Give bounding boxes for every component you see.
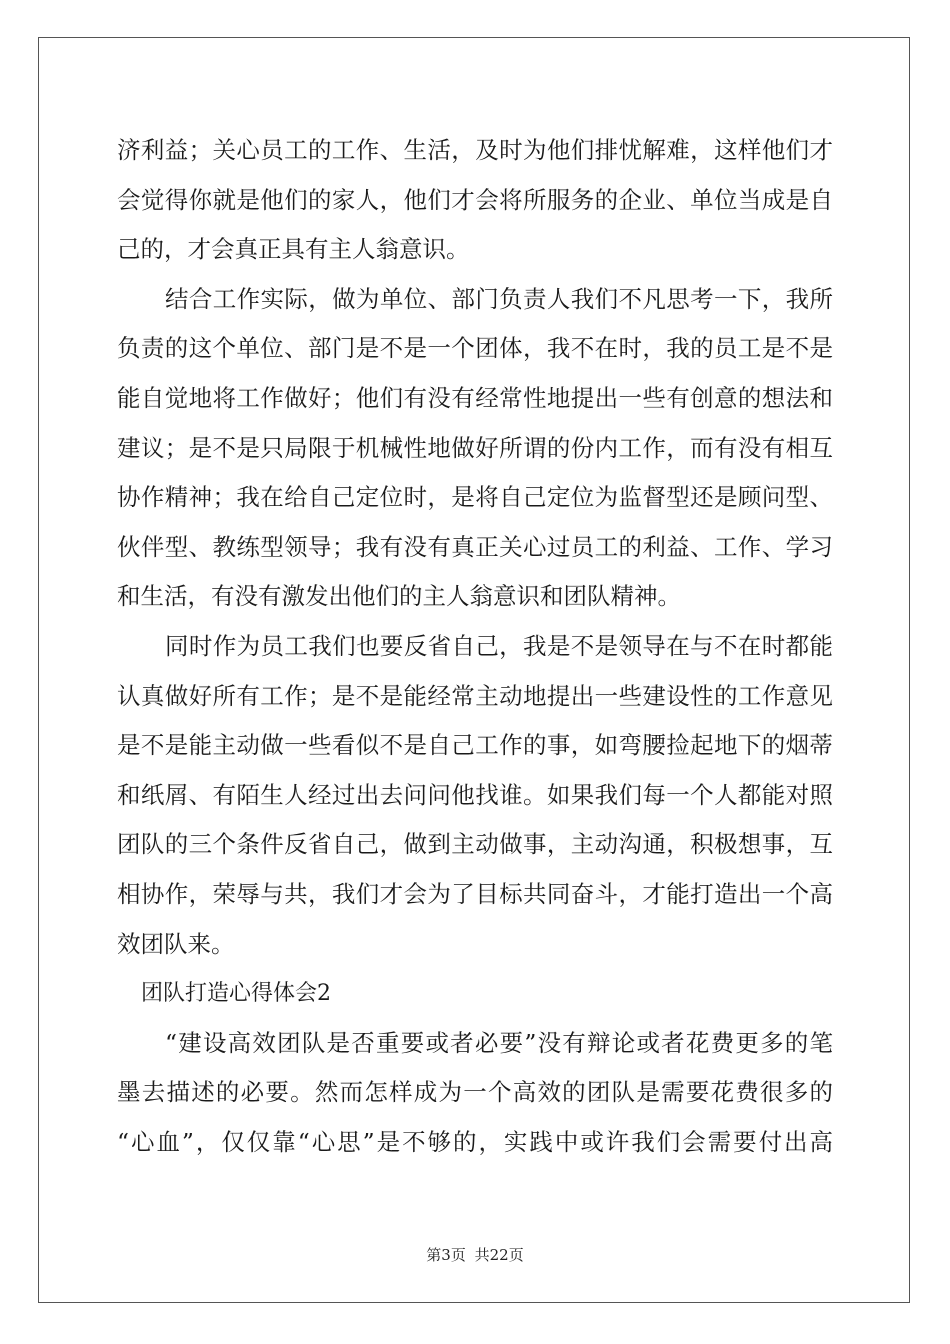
section-heading: 团队打造心得体会2 [141, 981, 331, 1007]
text-line: 和纸屑、有陌生人经过出去问问他找谁。如果我们每一个人都能对照 [117, 780, 833, 809]
text-line: 己的，才会真正具有主人翁意识。 [117, 235, 470, 264]
text-line: “心血”，仅仅靠“心思”是不够的，实践中或许我们会需要付出高 [117, 1127, 833, 1156]
text-line: 负责的这个单位、部门是不是一个团体，我不在时，我的员工是不是 [117, 334, 833, 363]
text-line: 认真做好所有工作；是不是能经常主动地提出一些建设性的工作意见 [117, 681, 833, 710]
text-line: 能自觉地将工作做好；他们有没有经常性地提出一些有创意的想法和 [117, 383, 833, 412]
text-line: 会觉得你就是他们的家人，他们才会将所服务的企业、单位当成是自 [117, 185, 833, 214]
document-body [117, 126, 833, 1167]
text-line: 相协作，荣辱与共，我们才会为了目标共同奋斗，才能打造出一个高 [117, 879, 833, 908]
text-line: 协作精神；我在给自己定位时，是将自己定位为监督型还是顾问型、 [117, 483, 833, 512]
text-line: 同时作为员工我们也要反省自己，我是不是领导在与不在时都能 [165, 631, 833, 660]
text-line: 墨去描述的必要。然而怎样成为一个高效的团队是需要花费很多的 [117, 1078, 833, 1107]
page-number: 第3页 [426, 1246, 466, 1264]
page-total: 共22页 [474, 1246, 524, 1264]
text-line: 和生活，有没有激发出他们的主人翁意识和团队精神。 [117, 582, 681, 611]
page-footer [0, 1244, 950, 1265]
text-line: 是不是能主动做一些看似不是自己工作的事，如弯腰捡起地下的烟蒂 [117, 731, 833, 760]
text-line: 团队的三个条件反省自己，做到主动做事，主动沟通，积极想事，互 [117, 830, 833, 859]
text-line: 结合工作实际，做为单位、部门负责人我们不凡思考一下，我所 [165, 284, 833, 313]
text-line: 济利益；关心员工的工作、生活，及时为他们排忧解难，这样他们才 [117, 136, 833, 164]
text-line: 伙伴型、教练型领导；我有没有真正关心过员工的利益、工作、学习 [117, 532, 833, 561]
text-line: 建议；是不是只局限于机械性地做好所谓的份内工作，而有没有相互 [117, 433, 833, 462]
text-line: “建设高效团队是否重要或者必要”没有辩论或者花费更多的笔 [165, 1028, 833, 1057]
text-line: 效团队来。 [117, 929, 235, 958]
